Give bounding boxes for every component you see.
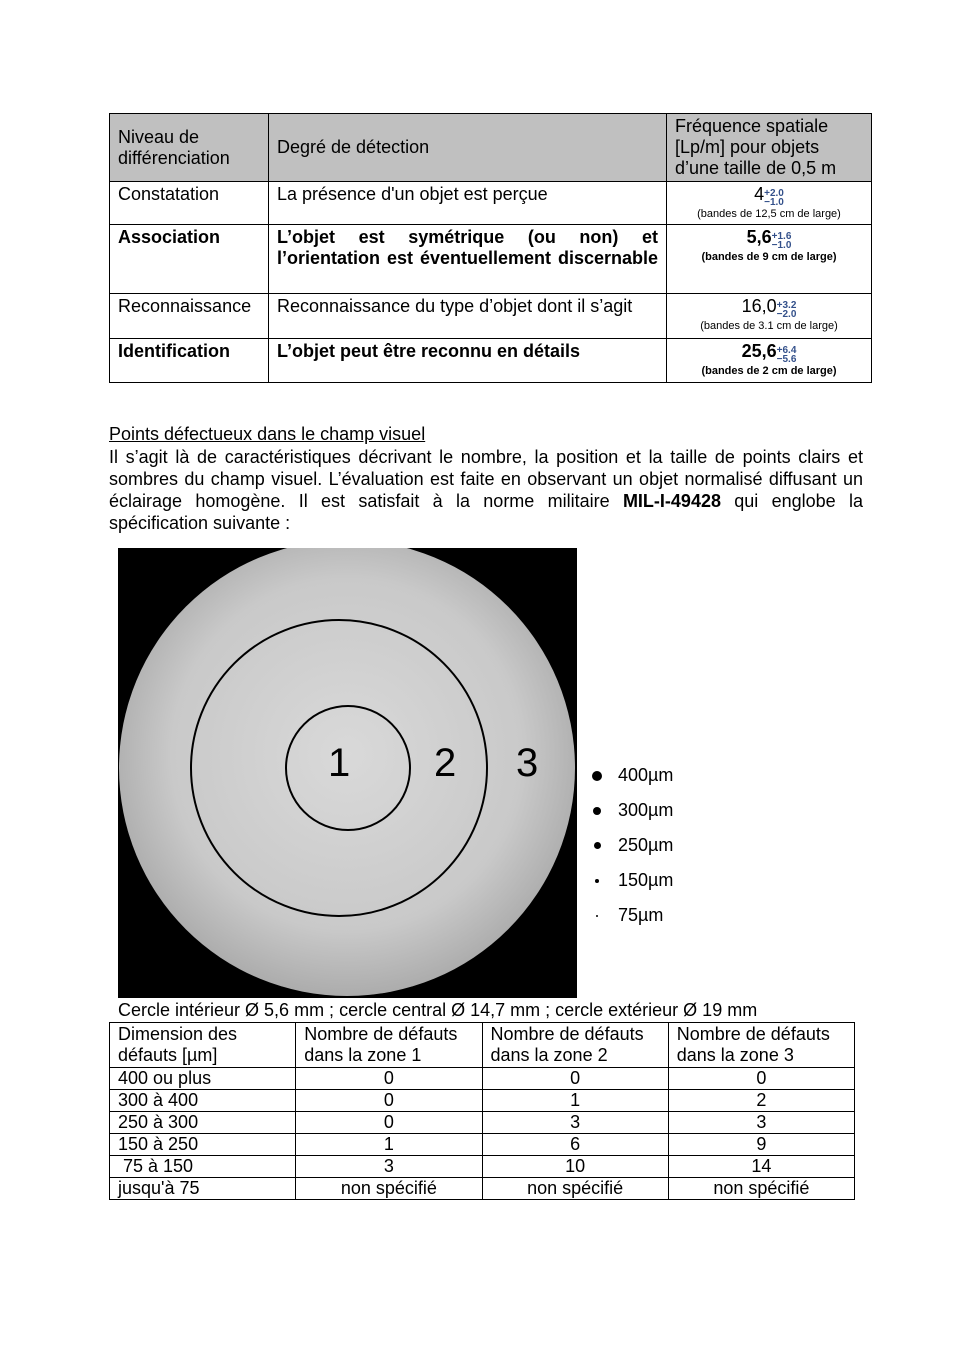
tolerance-minus: −1.0 [771,240,792,251]
tolerance [777,301,797,319]
count-cell: 0 [482,1068,668,1090]
tolerance-minus: −2.0 [776,309,797,320]
legend-item [588,828,788,863]
tolerance [777,346,797,364]
defects-table-header [110,1023,855,1068]
frequency-value: 4 [754,184,765,204]
legend-item [588,863,788,898]
tolerance-minus: −5.6 [776,354,797,365]
detection-row [110,182,872,225]
size-cell: 300 à 400 [110,1090,296,1112]
size-cell: 150 à 250 [110,1134,296,1156]
count-cell: 0 [296,1090,482,1112]
header-cell: Nombre de défauts dans la zone 1 [296,1023,482,1068]
row-frequency [667,225,872,294]
count-cell: 0 [296,1112,482,1134]
size-cell: 250 à 300 [110,1112,296,1134]
header-cell: Dimension des défauts [µm] [110,1023,296,1068]
count-cell: non spécifié [296,1178,482,1200]
tolerance-plus: +2.0 [764,188,784,199]
field-of-view-image [118,548,577,998]
row-level: Identification [110,339,269,383]
section-heading: Points défectueux dans le champ visuel [109,424,426,444]
size-cell: 75 à 150 [110,1156,296,1178]
header-cell: Nombre de défauts dans la zone 2 [482,1023,668,1068]
detection-table-header [110,114,872,182]
header-frequency: Fréquence spatiale [Lp/m] pour objets d’une taille de 0,5 m [667,114,872,182]
tolerance [764,189,784,207]
frequency-value: 16,0 [741,296,777,316]
count-cell: 1 [482,1090,668,1112]
dot-icon [593,807,601,815]
frequency-value: 5,6 [746,227,772,247]
legend-label: 75µm [618,905,664,925]
band-note: (bandes de 3.1 cm de large) [700,320,838,332]
legend-item [588,793,788,828]
count-cell: non spécifié [668,1178,854,1200]
row-degree: L’objet peut être reconnu en détails [269,339,667,383]
header-cell: Nombre de défauts dans la zone 3 [668,1023,854,1068]
count-cell: 14 [668,1156,854,1178]
detection-table [109,113,872,383]
dot-icon [594,842,601,849]
legend-item [588,758,788,793]
defect-size-legend [588,758,788,933]
table-row [110,1134,855,1156]
size-cell: 400 ou plus [110,1068,296,1090]
count-cell: 6 [482,1134,668,1156]
count-cell: 9 [668,1134,854,1156]
count-cell: 1 [296,1134,482,1156]
section-paragraph [109,446,863,534]
header-degree: Degré de détection [269,114,667,182]
standard-reference: MIL-I-49428 [622,491,721,511]
detection-row [110,294,872,339]
paragraph-text: Il s’agit là de caractéristiques décrivant le nombre, la position et la taille de points clairs et sombres du champ visuel. L’évaluation est faite en observant un objet normalisé diffusant un éclairage homogène. Il est satisfait à la norme militaire [109,447,863,511]
tolerance-plus: +6.4 [776,345,797,356]
row-level: Reconnaissance [110,294,269,339]
table-row [110,1156,855,1178]
frequency-value: 25,6 [741,341,777,361]
legend-item [588,898,788,933]
band-note: (bandes de 9 cm de large) [701,251,837,263]
table-row [110,1090,855,1112]
table-row [110,1112,855,1134]
count-cell: 3 [296,1156,482,1178]
count-cell: 3 [482,1112,668,1134]
row-frequency [667,339,872,383]
count-cell: non spécifié [482,1178,668,1200]
legend-label: 150µm [618,870,674,890]
detection-row [110,225,872,294]
tolerance [772,232,792,250]
dot-icon [592,771,602,781]
paragraph-text: qui englobe la spécification suivante : [109,491,863,533]
row-degree: Reconnaissance du type d’objet dont il s’agit [269,294,667,339]
legend-label: 400µm [618,765,674,785]
table-row [110,1178,855,1200]
tolerance-plus: +3.2 [776,300,797,311]
count-cell: 10 [482,1156,668,1178]
legend-label: 300µm [618,800,674,820]
header-level: Niveau de différenciation [110,114,269,182]
band-note: (bandes de 2 cm de large) [701,365,837,377]
defects-table [109,1022,855,1200]
zone-1-label: 1 [328,741,351,785]
row-level: Association [110,225,269,294]
band-note: (bandes de 12,5 cm de large) [697,208,841,220]
row-degree: La présence d'un objet est perçue [269,182,667,225]
size-cell: jusqu'à 75 [110,1178,296,1200]
count-cell: 0 [668,1068,854,1090]
table-row [110,1068,855,1090]
count-cell: 3 [668,1112,854,1134]
count-cell: 2 [668,1090,854,1112]
zone-2-label: 2 [434,741,457,785]
zone-3-label: 3 [516,741,539,785]
row-frequency [667,182,872,225]
row-degree: L’objet est symétrique (ou non) et l’orientation est éventuellement discernable [269,225,667,294]
tolerance-plus: +1.6 [771,231,792,242]
legend-label: 250µm [618,835,674,855]
count-cell: 0 [296,1068,482,1090]
row-level: Constatation [110,182,269,225]
detection-row [110,339,872,383]
dot-icon [596,915,598,917]
dot-icon [595,879,599,883]
tolerance-minus: −1.0 [764,197,784,208]
figure-caption: Cercle intérieur Ø 5,6 mm ; cercle central Ø 14,7 mm ; cercle extérieur Ø 19 mm [118,1000,758,1020]
row-frequency [667,294,872,339]
